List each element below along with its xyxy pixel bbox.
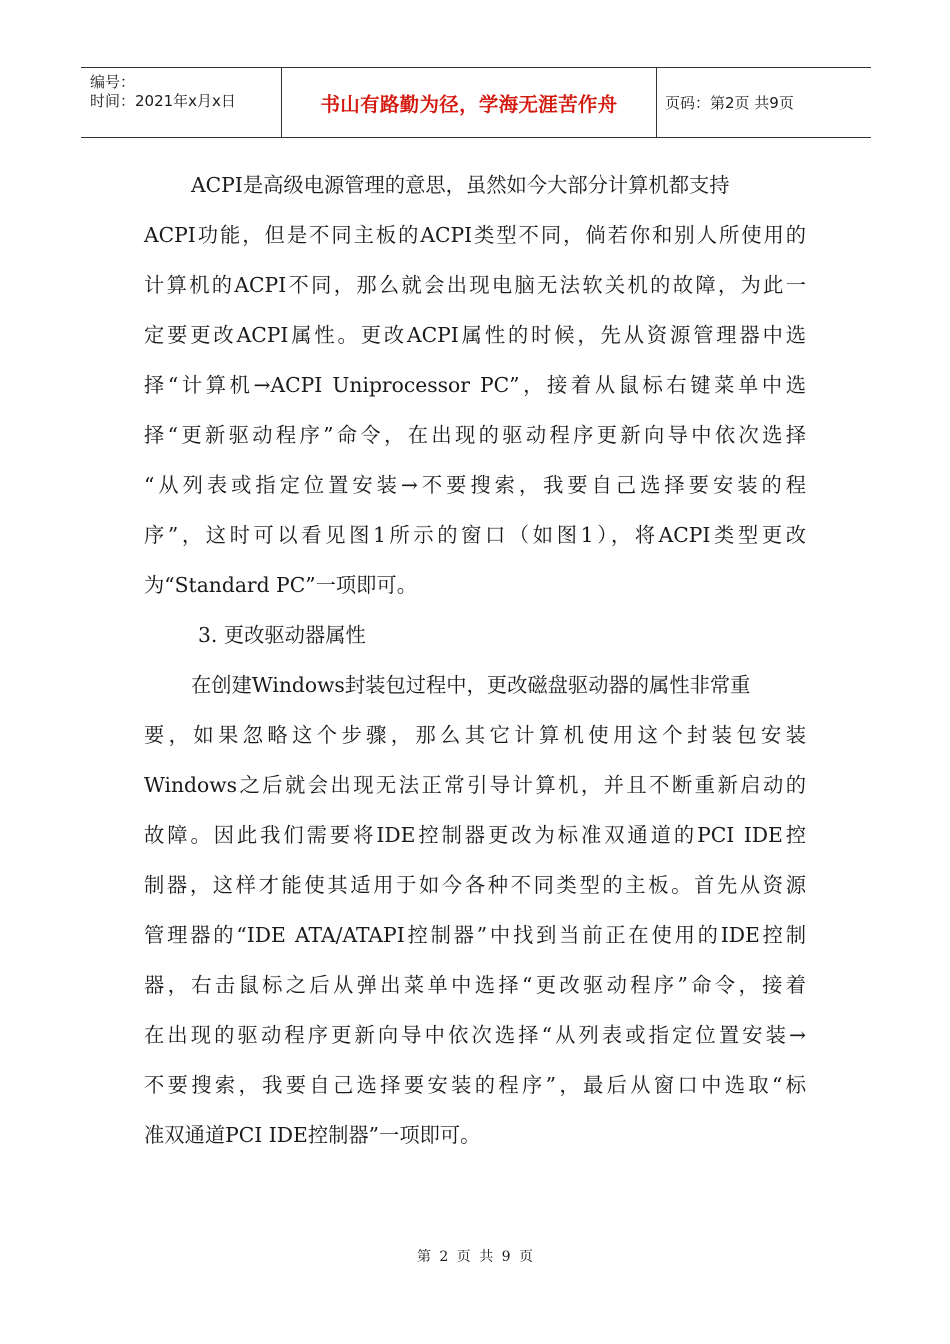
paragraph-line: 择“计算机→ACPI Uniprocessor PC”，接着从鼠标右键菜单中选 [144, 373, 806, 397]
paragraph-line: 在出现的驱动程序更新向导中依次选择“从列表或指定位置安装→ [144, 1023, 806, 1047]
document-number-label: 编号： [90, 73, 136, 91]
paragraph-line: 器，右击鼠标之后从弹出菜单中选择“更改驱动程序”命令，接着 [144, 973, 806, 997]
paragraph-line: 定要更改ACPI属性。更改ACPI属性的时候，先从资源管理器中选 [144, 323, 806, 347]
paragraph-line: ACPI功能，但是不同主板的ACPI类型不同，倘若你和别人所使用的 [144, 223, 806, 247]
paragraph-line: 准双通道PCI IDE控制器”一项即可。 [144, 1123, 481, 1147]
paragraph-line: 不要搜索，我要自己选择要安装的程序”，最后从窗口中选取“标 [144, 1073, 806, 1097]
header-motto-cell [281, 68, 657, 137]
paragraph-line: 故障。因此我们需要将IDE控制器更改为标准双通道的PCI IDE控 [144, 823, 806, 847]
header-page-number: 页码：第2页 共9页 [665, 94, 794, 112]
paragraph-line: ACPI是高级电源管理的意思，虽然如今大部分计算机都支持 [191, 173, 730, 197]
page-footer: 第 2 页 共 9 页 [416, 1249, 534, 1265]
paragraph-line: 为“Standard PC”一项即可。 [144, 573, 417, 597]
paragraph-line: 制器，这样才能使其适用于如今各种不同类型的主板。首先从资源 [144, 873, 806, 897]
paragraph-line: 序”，这时可以看见图1所示的窗口（如图1），将ACPI类型更改 [144, 523, 806, 547]
paragraph-line: “从列表或指定位置安装→不要搜索，我要自己选择要安装的程 [144, 473, 806, 497]
paragraph-line: 择“更新驱动程序”命令，在出现的驱动程序更新向导中依次选择 [144, 423, 806, 447]
section-heading: 3. 更改驱动器属性 [198, 623, 366, 647]
header-info-cell [81, 68, 281, 137]
paragraph-line: 在创建Windows封装包过程中，更改磁盘驱动器的属性非常重 [191, 673, 751, 697]
paragraph-line: 计算机的ACPI不同，那么就会出现电脑无法软关机的故障，为此一 [144, 273, 806, 297]
paragraph-line: Windows之后就会出现无法正常引导计算机，并且不断重新启动的 [144, 773, 806, 797]
paragraph-line: 管理器的“IDE ATA/ATAPI控制器”中找到当前正在使用的IDE控制 [144, 923, 806, 947]
paragraph-line: 要，如果忽略这个步骤，那么其它计算机使用这个封装包安装 [144, 723, 806, 747]
header-motto: 书山有路勤为径，学海无涯苦作舟 [320, 92, 618, 116]
document-date-label: 时间：2021年x月x日 [90, 92, 236, 110]
page-header [81, 67, 871, 138]
header-page-cell [656, 68, 871, 137]
